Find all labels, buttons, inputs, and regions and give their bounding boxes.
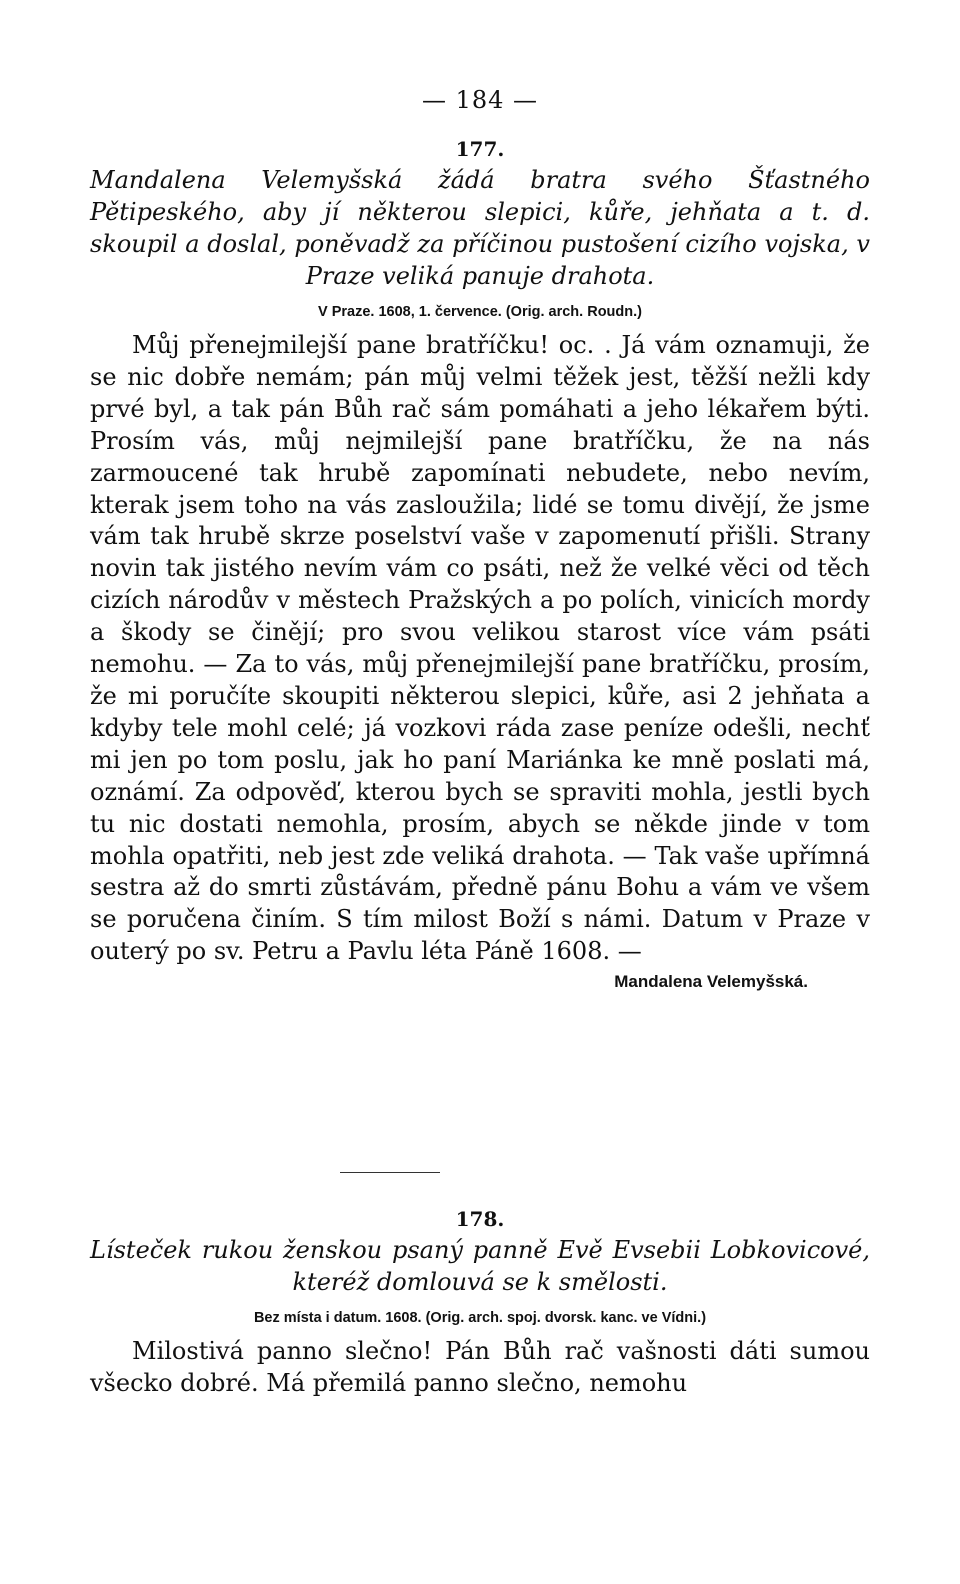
document-source: Bez místa i datum. 1608. (Orig. arch. spoj. dvorsk. kanc. ve Vídni.) <box>253 1310 707 1326</box>
document-page <box>90 78 870 996</box>
section-divider <box>340 1172 440 1173</box>
document-number: 178. <box>455 1207 505 1231</box>
letter-signature: Mandalena Velemyšská. <box>614 972 808 992</box>
document-source: V Praze. 1608, 1. července. (Orig. arch. Roudn.) <box>318 304 642 320</box>
document-178 <box>90 1204 870 1400</box>
page-number: — 184 — <box>421 86 539 114</box>
document-177 <box>90 134 870 996</box>
letter-body: Můj přenejmilejší pane bratříčku! oc. . Já vám oznamuji, že se nic dobře nemám; pán můj velmi těžek jest, těžší nežli kdy prvé byl, a tak pán Bůh rač sám pomáhati a jeho lékařem býti. Prosím vás, můj nejmilejší pane bratříčku, že na nás zarmoucené tak hrubě zapomínati nebudete, nebo nevím, kterak jsem toho na vás zasloužila; lidé se tomu divějí, že jsme vám tak hrubě skrze poselství vaše v zapomenutí přišli. Strany novin tak jistého nevím vám co psáti, než že velké věci od těch cizích národův v městech Pražských a po polích, vinicích mordy a škody se činějí; pro svou velikou starost více vám psáti nemohu. — Za to vás, můj přenejmilejší pane bratříčku, prosím, že mi poručíte skoupiti některou slepici, kůře, asi 2 jehňata a kdyby tele mohl celé; já vozkovi ráda zase peníze odešli, nechť mi jen po tom poslu, jak ho paní Mariánka ke mně poslati má, oznámí. Za odpověď, kterou bych se spraviti mohla, jestli bych tu nic dostati nemohla, prosím, abych se někde jinde v tom mohla opatřiti, neb jest zde veliká drahota. — Tak vaše upřímná sestra až do smrti zůstávám, předně pánu Bohu a vám ve všem se poručena činím. S tím milost Boží s námi. Datum v Praze v outerý po sv. Petru a Pavlu léta Páně 1608. — <box>90 331 870 966</box>
document-regest: Lísteček rukou ženskou psaný panně Evě Evsebii Lobkovicové, kteréž domlouvá se k smělosti. <box>90 1236 870 1296</box>
letter-body: Milostivá panno slečno! Pán Bůh rač vašnosti dáti sumou všecko dobré. Má přemilá panno slečno, nemohu <box>90 1337 870 1397</box>
document-regest: Mandalena Velemyšská žádá bratra svého Šťastného Pětipeského, aby jí některou slepici, kůře, jehňata a t. d. skoupil a doslal, poněvadž za příčinou pustošení cizího vojska, v Praze veliká panuje drahota. <box>90 166 870 290</box>
document-number: 177. <box>455 137 505 161</box>
